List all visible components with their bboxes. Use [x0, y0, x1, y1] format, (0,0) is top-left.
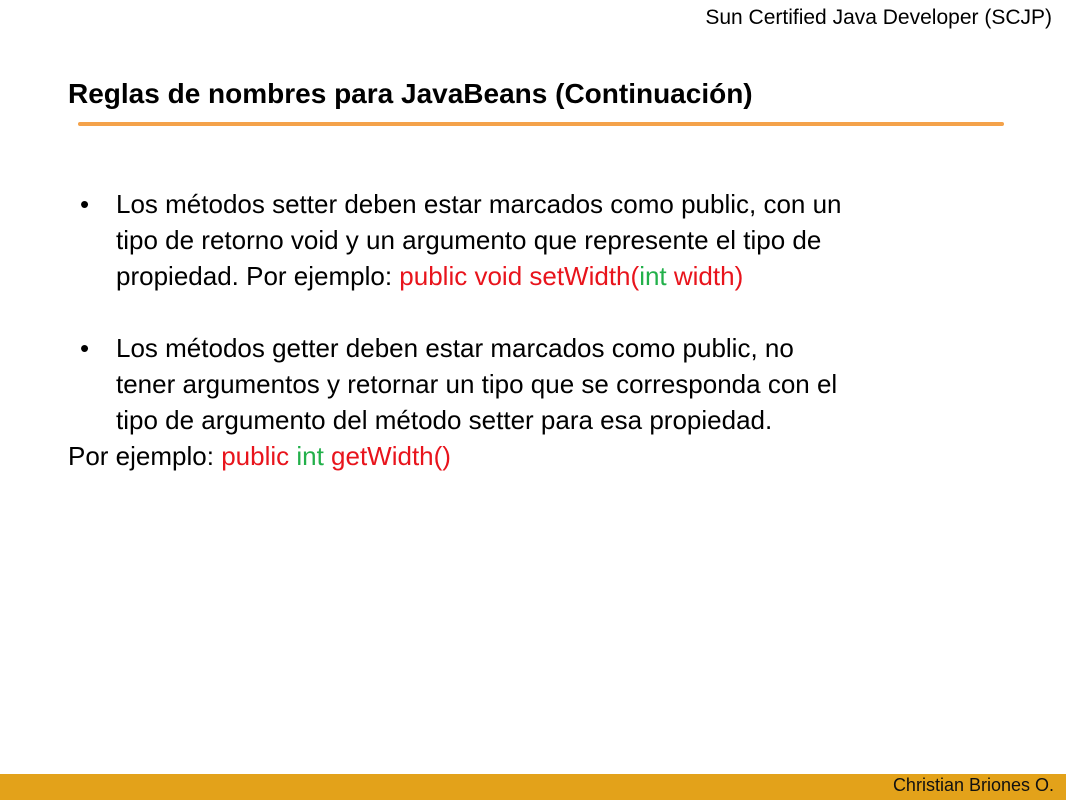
bullet-setter	[68, 186, 1028, 294]
slide-title: Reglas de nombres para JavaBeans (Continuación)	[68, 78, 753, 109]
code-setter-signature: public void setWidth(	[399, 261, 640, 291]
bullet-text-line: tipo de argumento del método setter para esa propiedad.	[116, 405, 773, 435]
code-type-keyword: int	[296, 441, 324, 471]
footer-bar	[0, 774, 1066, 800]
spacer	[68, 294, 1028, 330]
bullet-text-line	[116, 258, 1028, 294]
code-setter-param: width)	[666, 261, 744, 291]
example-label: propiedad. Por ejemplo:	[116, 261, 400, 291]
bullet-getter	[68, 330, 1028, 438]
footer-author: Christian Briones O.	[892, 775, 1054, 795]
course-title: Sun Certified Java Developer (SCJP)	[705, 6, 1052, 29]
example-label: Por ejemplo:	[68, 441, 222, 471]
bullet-text-line: tipo de retorno void y un argumento que represente el tipo de	[116, 225, 822, 255]
code-getter-modifier: public	[221, 441, 297, 471]
bullet-text-line: Los métodos getter deben estar marcados como public, no	[116, 333, 794, 363]
slide-content	[68, 186, 1028, 474]
code-getter-signature: getWidth()	[323, 441, 451, 471]
getter-example	[68, 438, 1028, 474]
bullet-icon: •	[80, 333, 90, 363]
bullet-text-line: tener argumentos y retornar un tipo que se corresponda con el	[116, 369, 838, 399]
bullet-text-line: Los métodos setter deben estar marcados como public, con un	[116, 189, 842, 219]
bullet-icon: •	[80, 189, 90, 219]
title-underline	[78, 122, 1004, 126]
code-type-keyword: int	[639, 261, 667, 291]
